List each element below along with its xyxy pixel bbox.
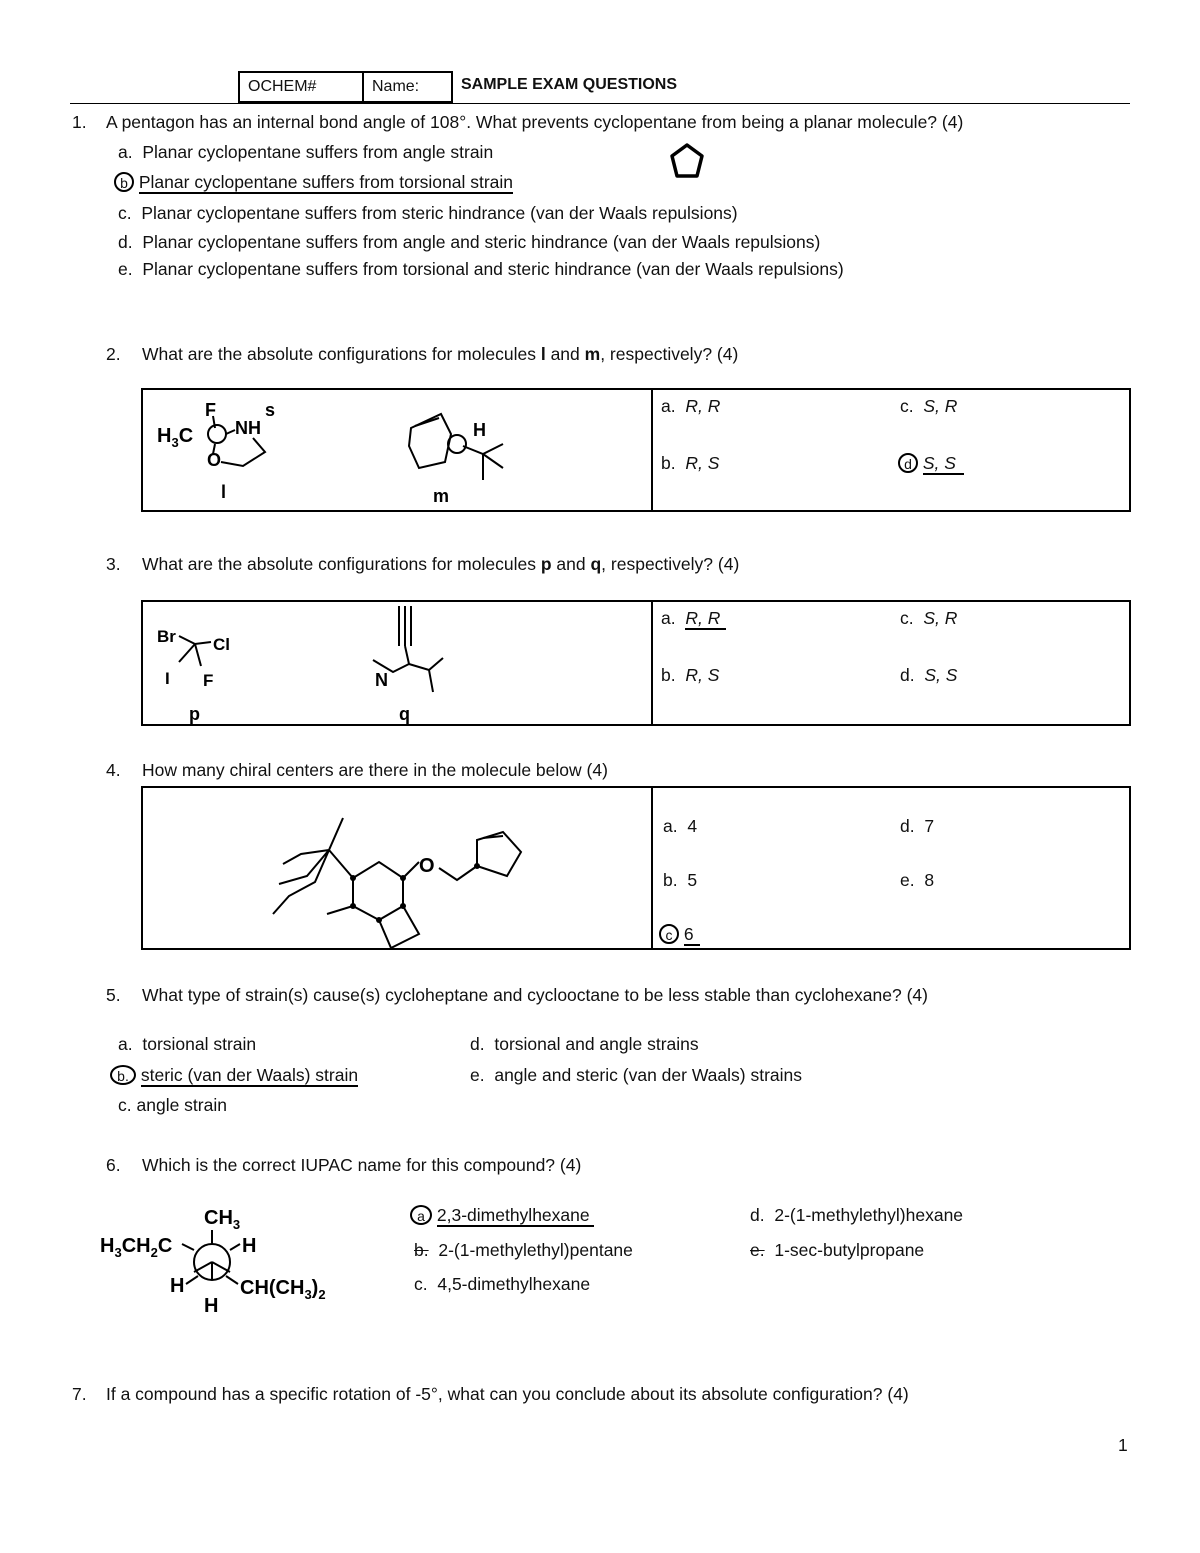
q6-text: Which is the correct IUPAC name for this compound? (4) xyxy=(142,1155,582,1175)
q6-option-e: e. 1-sec-butylpropane xyxy=(750,1240,925,1260)
q4-text: How many chiral centers are there in the molecule below (4) xyxy=(142,760,608,780)
svg-text:F: F xyxy=(205,400,216,420)
q5-option-d: d. torsional and angle strains xyxy=(470,1034,699,1054)
q3-text: What are the absolute configurations for molecules p and q, respectively? (4) xyxy=(142,554,740,574)
q3-answer-c: c. S, R xyxy=(900,608,958,628)
svg-text:I: I xyxy=(165,669,170,688)
svg-text:p: p xyxy=(189,704,200,724)
q6-option-a: a 2,3-dimethylhexane xyxy=(410,1205,594,1226)
q7-number: 7. xyxy=(72,1384,87,1404)
pentagon-drawing xyxy=(668,142,708,182)
course-field: OCHEM# xyxy=(238,71,364,103)
svg-text:H: H xyxy=(242,1235,257,1257)
q4-answer-circle: c xyxy=(659,924,679,944)
q2-number: 2. xyxy=(106,344,121,364)
svg-text:F: F xyxy=(203,671,214,690)
q6-number: 6. xyxy=(106,1155,121,1175)
q5-option-e: e. angle and steric (van der Waals) strains xyxy=(470,1065,803,1085)
q2-molecules xyxy=(143,390,651,514)
q5-answer-circle: b. xyxy=(110,1065,136,1085)
q4-answer-d: d. 7 xyxy=(900,816,935,836)
q3-answer-a: a. R, R xyxy=(661,608,726,629)
svg-text:q: q xyxy=(399,704,410,724)
q4-box xyxy=(141,786,1131,950)
q5-text: What type of strain(s) cause(s) cycloheptane and cyclooctane to be less stable than cyclohexane? (4) xyxy=(142,985,928,1005)
q4-molecule xyxy=(143,788,651,952)
q4-number: 4. xyxy=(106,760,121,780)
q3-molecules xyxy=(143,602,651,728)
svg-text:s: s xyxy=(265,400,276,420)
q1-option-b: b Planar cyclopentane suffers from torsional strain xyxy=(114,172,513,193)
header-rule xyxy=(70,103,1130,104)
q3-number: 3. xyxy=(106,554,121,574)
svg-text:Br: Br xyxy=(157,627,176,646)
name-field: Name: xyxy=(362,71,453,103)
q1-option-e: e. Planar cyclopentane suffers from torsional and steric hindrance (van der Waals repulsions) xyxy=(118,259,844,279)
q2-answer-circle: d xyxy=(898,453,918,473)
q3-answer-b: b. R, S xyxy=(661,665,720,685)
q4-answer-b: b. 5 xyxy=(663,870,698,890)
svg-text:l: l xyxy=(221,482,227,502)
svg-text:NH: NH xyxy=(235,418,261,438)
q1-option-c: c. Planar cyclopentane suffers from steric hindrance (van der Waals repulsions) xyxy=(118,203,738,223)
q2-box xyxy=(141,388,1131,512)
svg-text:m: m xyxy=(433,486,450,506)
q4-answer-a: a. 4 xyxy=(663,816,698,836)
q3-box xyxy=(141,600,1131,726)
svg-text:H: H xyxy=(204,1295,219,1317)
q4-answer-c: c 6 xyxy=(659,924,700,945)
q6-option-c: c. 4,5-dimethylhexane xyxy=(414,1274,591,1294)
svg-text:O: O xyxy=(419,855,435,877)
q2-answer-b: b. R, S xyxy=(661,453,720,473)
svg-text:O: O xyxy=(207,450,222,470)
q2-answer-d: d S, S xyxy=(898,453,964,474)
svg-text:H3C: $H_3C$ xyxy=(157,425,194,450)
page-number: 1 xyxy=(1118,1435,1128,1455)
q2-text: What are the absolute configurations for molecules l and m, respectively? (4) xyxy=(142,344,739,364)
q2-answer-a: a. R, R xyxy=(661,396,721,416)
svg-text:H3CH2C: $H_3CH_2C$ xyxy=(100,1235,173,1260)
svg-text:H: H xyxy=(473,420,486,440)
q1-option-a: a. Planar cyclopentane suffers from angle strain xyxy=(118,142,494,162)
q1-text: A pentagon has an internal bond angle of 108°. What prevents cyclopentane from being a planar molecule? (4) xyxy=(106,112,964,132)
q1-number: 1. xyxy=(72,112,87,132)
q5-option-c: c. angle strain xyxy=(118,1095,227,1115)
q5-option-a: a. torsional strain xyxy=(118,1034,257,1054)
svg-text:CH3: $CH_3$ xyxy=(204,1207,241,1232)
svg-text:Cl: Cl xyxy=(213,635,230,654)
q1-answer-circle: b xyxy=(114,172,134,192)
svg-text:H: H xyxy=(170,1275,185,1297)
q5-option-b: b. steric (van der Waals) strain xyxy=(110,1065,358,1086)
q3-answer-d: d. S, S xyxy=(900,665,958,685)
q6-option-d: d. 2-(1-methylethyl)hexane xyxy=(750,1205,964,1225)
newman-projection xyxy=(96,1200,356,1318)
q7-text: If a compound has a specific rotation of -5°, what can you conclude about its absolute configuration? (4) xyxy=(106,1384,909,1404)
q1-option-d: d. Planar cyclopentane suffers from angle and steric hindrance (van der Waals repulsions) xyxy=(118,232,821,252)
svg-text:CH(CH3)2: $CH(CH_3)_2$ xyxy=(240,1277,326,1302)
q6-answer-circle: a xyxy=(410,1205,432,1225)
exam-title: SAMPLE EXAM QUESTIONS xyxy=(451,71,1129,103)
svg-text:N: N xyxy=(375,670,388,690)
q4-answer-e: e. 8 xyxy=(900,870,935,890)
q6-option-b: b. 2-(1-methylethyl)pentane xyxy=(414,1240,633,1260)
q2-answer-c: c. S, R xyxy=(900,396,958,416)
q5-number: 5. xyxy=(106,985,121,1005)
